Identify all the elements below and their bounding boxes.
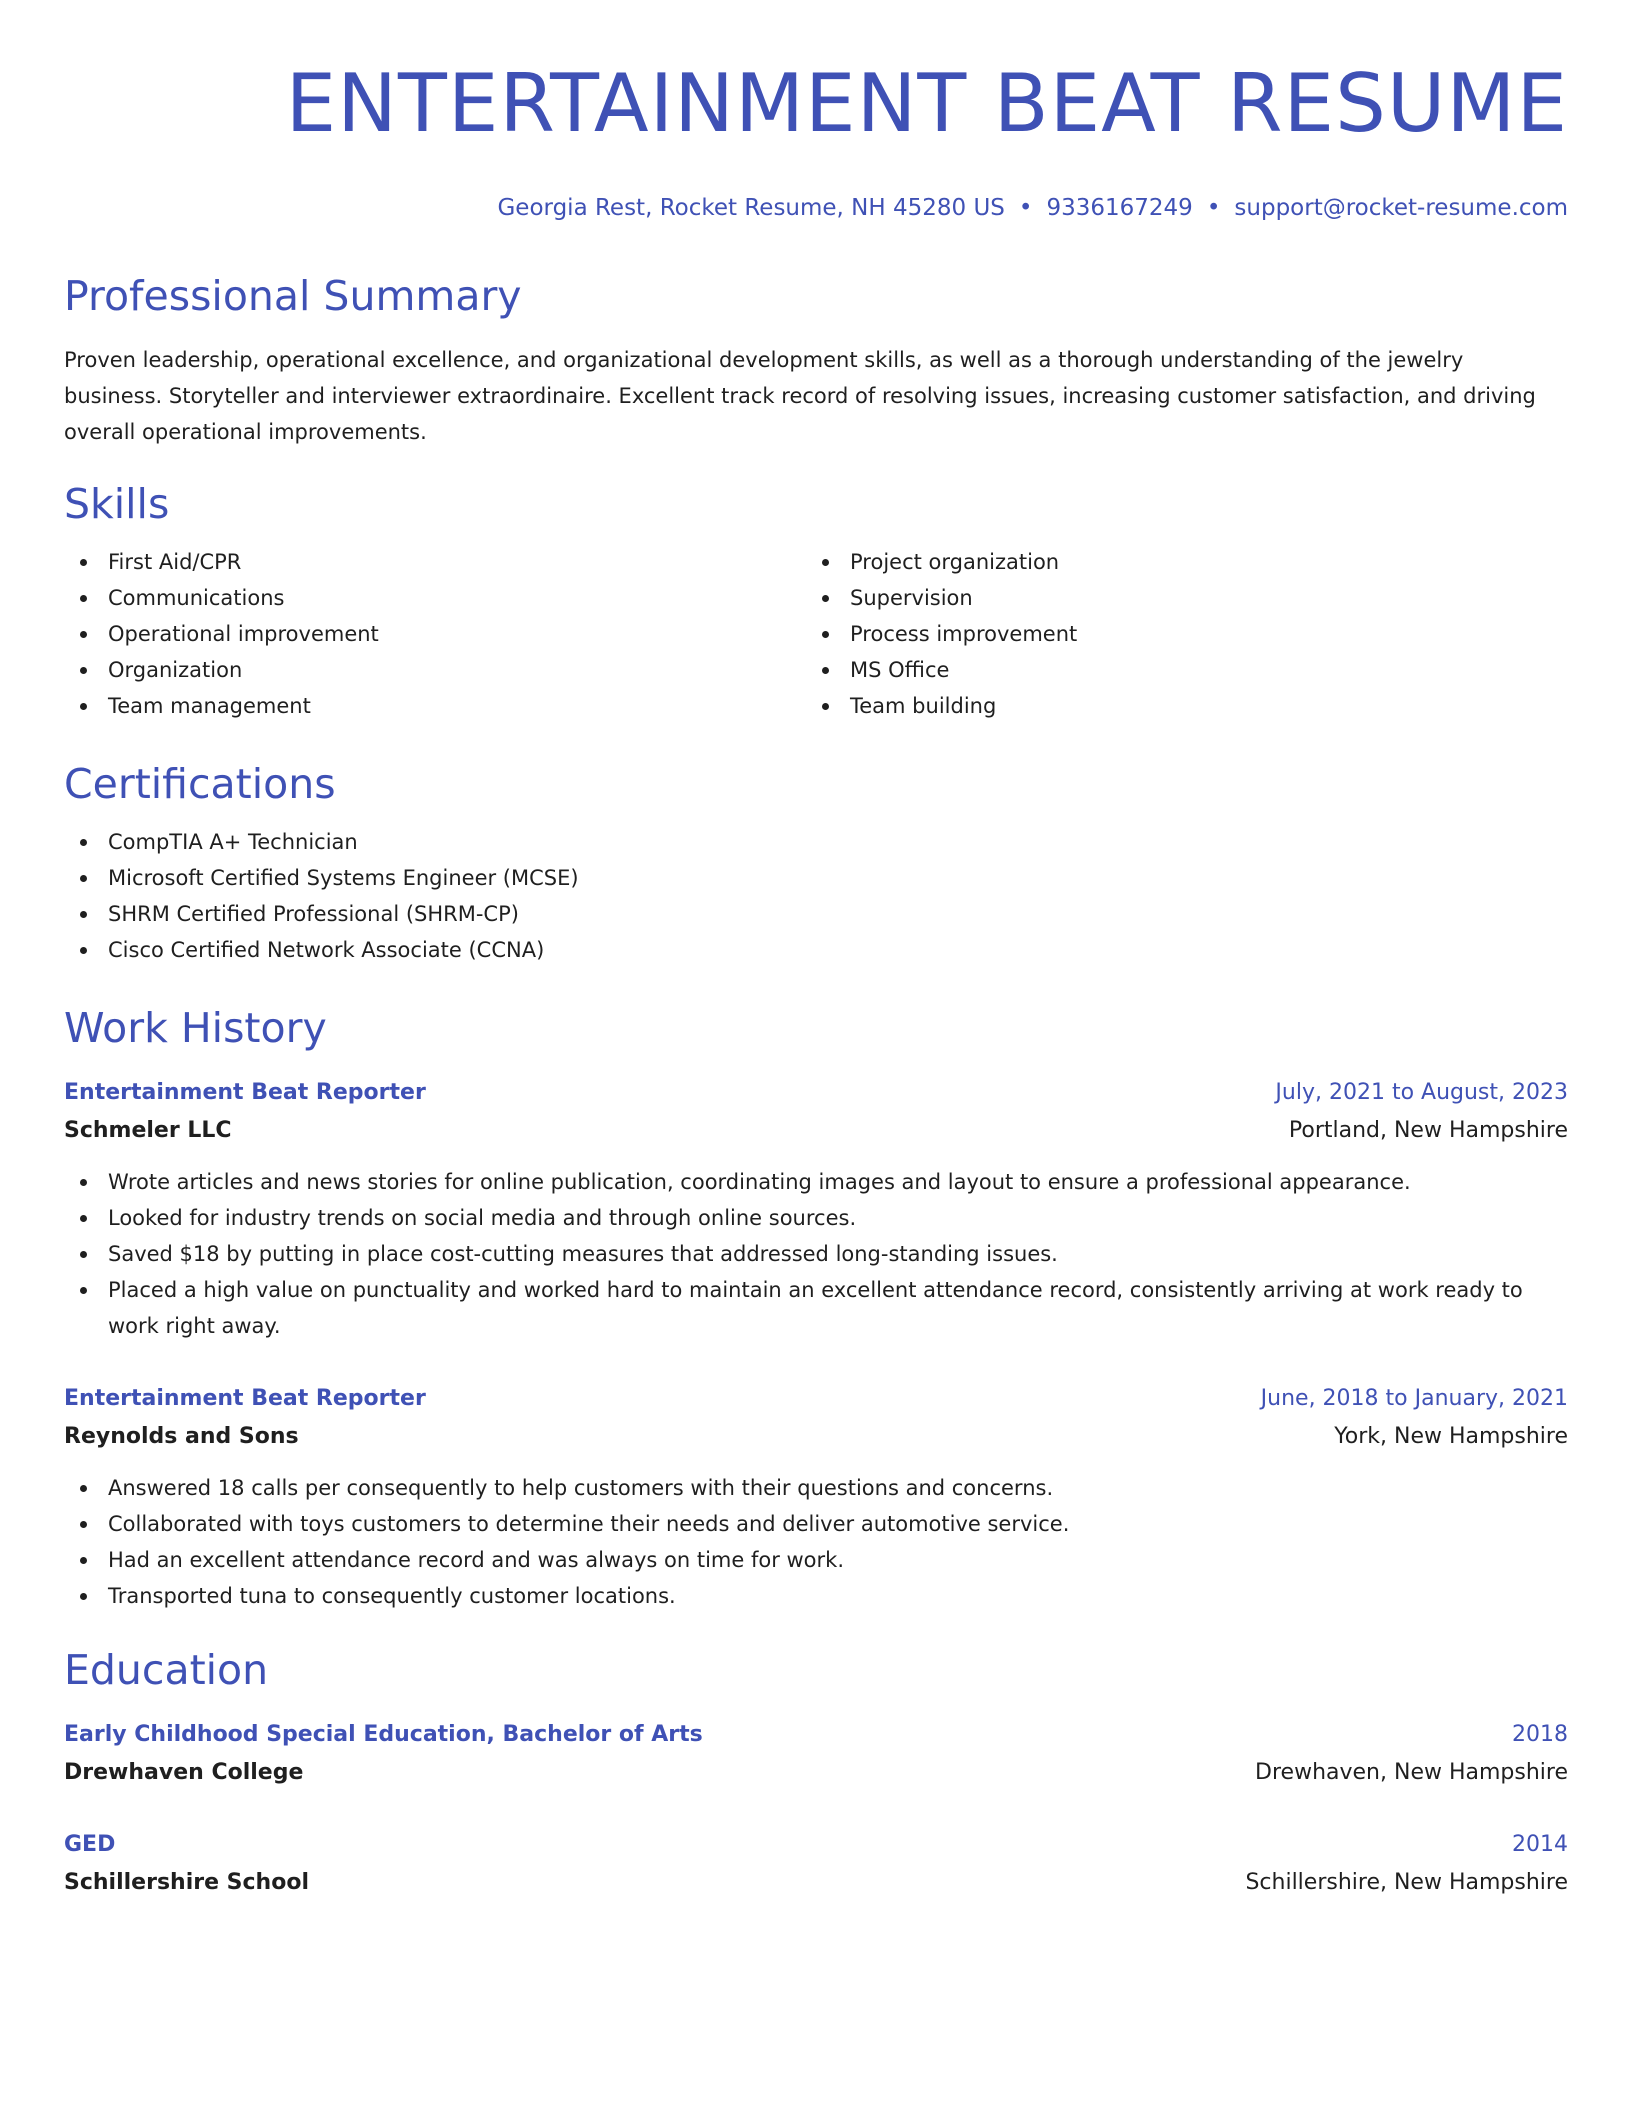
contact-email: support@rocket-resume.com bbox=[1234, 195, 1568, 221]
job-header-row bbox=[64, 1074, 1568, 1112]
job-company-row bbox=[64, 1418, 1568, 1456]
job-company: Schmeler LLC bbox=[64, 1118, 232, 1143]
skill-item: Organization bbox=[64, 652, 806, 688]
separator-dot: • bbox=[1018, 195, 1033, 221]
job-dates: July, 2021 to August, 2023 bbox=[1275, 1080, 1568, 1105]
skill-item: MS Office bbox=[806, 652, 1548, 688]
job-dates: June, 2018 to January, 2021 bbox=[1260, 1386, 1568, 1411]
resume-title: ENTERTAINMENT BEAT RESUME bbox=[285, 57, 1568, 150]
skill-item: Project organization bbox=[806, 544, 1548, 580]
skill-item: Communications bbox=[64, 580, 806, 616]
job-bullet: Wrote articles and news stories for online publication, coordinating images and layout to ensure a professional appearance. bbox=[64, 1164, 1568, 1200]
skills-column-left bbox=[64, 544, 806, 724]
skill-item: Supervision bbox=[806, 580, 1548, 616]
job-bullet: Saved $18 by putting in place cost-cutting measures that addressed long-standing issues. bbox=[64, 1236, 1568, 1272]
education-heading: Education bbox=[64, 1646, 269, 1694]
skills-column-right bbox=[806, 544, 1548, 724]
education-school-row bbox=[64, 1754, 1568, 1792]
job-bullet: Collaborated with toys customers to determine their needs and deliver automotive service. bbox=[64, 1506, 1568, 1542]
contact-phone: 9336167249 bbox=[1046, 195, 1193, 221]
job-header-row bbox=[64, 1380, 1568, 1418]
summary-text: Proven leadership, operational excellence, and organizational development skills, as well as a thorough understanding of the jewelry business. Storyteller and interviewer extraordinaire. Excellent track record of resolving issues, increasing customer satisfaction, and driving overall operational improvements. bbox=[64, 348, 1536, 444]
job-company: Reynolds and Sons bbox=[64, 1424, 299, 1449]
education-school: Drewhaven College bbox=[64, 1760, 304, 1785]
certifications-heading: Certifications bbox=[64, 760, 336, 808]
contact-line bbox=[64, 192, 1568, 224]
education-degree-row bbox=[64, 1826, 1568, 1864]
job-role: Entertainment Beat Reporter bbox=[64, 1386, 426, 1411]
skill-item: Team management bbox=[64, 688, 806, 724]
job-bullet: Answered 18 calls per consequently to help customers with their questions and concerns. bbox=[64, 1470, 1568, 1506]
education-location: Schillershire, New Hampshire bbox=[1245, 1870, 1568, 1895]
resume-page bbox=[64, 0, 1568, 1902]
education-year: 2018 bbox=[1512, 1722, 1568, 1747]
education-year: 2014 bbox=[1512, 1832, 1568, 1857]
certification-item: CompTIA A+ Technician bbox=[64, 824, 1568, 860]
certification-item: Cisco Certified Network Associate (CCNA) bbox=[64, 932, 1568, 968]
job-bullets bbox=[64, 1470, 1568, 1614]
education-school-row bbox=[64, 1864, 1568, 1902]
summary-heading: Professional Summary bbox=[64, 272, 522, 320]
job-bullet: Placed a high value on punctuality and worked hard to maintain an excellent attendance record, consistently arriving at work ready to work right away. bbox=[64, 1272, 1568, 1344]
skills-list bbox=[64, 544, 1568, 724]
job-role: Entertainment Beat Reporter bbox=[64, 1080, 426, 1105]
separator-dot: • bbox=[1206, 195, 1221, 221]
job-bullet: Looked for industry trends on social media and through online sources. bbox=[64, 1200, 1568, 1236]
job-entry bbox=[64, 1074, 1568, 1344]
skill-item: Process improvement bbox=[806, 616, 1548, 652]
job-company-row bbox=[64, 1112, 1568, 1150]
education-degree: GED bbox=[64, 1832, 116, 1857]
education-degree-row bbox=[64, 1716, 1568, 1754]
skills-heading: Skills bbox=[64, 480, 170, 528]
certification-item: SHRM Certified Professional (SHRM-CP) bbox=[64, 896, 1568, 932]
education-degree: Early Childhood Special Education, Bachelor of Arts bbox=[64, 1722, 703, 1747]
certification-item: Microsoft Certified Systems Engineer (MCSE) bbox=[64, 860, 1568, 896]
skill-item: Team building bbox=[806, 688, 1548, 724]
contact-address: Georgia Rest, Rocket Resume, NH 45280 US bbox=[497, 195, 1005, 221]
job-bullet: Had an excellent attendance record and was always on time for work. bbox=[64, 1542, 1568, 1578]
job-location: York, New Hampshire bbox=[1334, 1424, 1568, 1449]
certifications-list bbox=[64, 824, 1568, 968]
job-bullets bbox=[64, 1164, 1568, 1344]
skill-item: Operational improvement bbox=[64, 616, 806, 652]
education-location: Drewhaven, New Hampshire bbox=[1255, 1760, 1568, 1785]
job-entry bbox=[64, 1380, 1568, 1614]
job-bullet: Transported tuna to consequently customer locations. bbox=[64, 1578, 1568, 1614]
education-school: Schillershire School bbox=[64, 1870, 309, 1895]
job-location: Portland, New Hampshire bbox=[1288, 1118, 1568, 1143]
education-entry bbox=[64, 1826, 1568, 1902]
skill-item: First Aid/CPR bbox=[64, 544, 806, 580]
work-history-heading: Work History bbox=[64, 1004, 327, 1052]
education-entry bbox=[64, 1716, 1568, 1792]
